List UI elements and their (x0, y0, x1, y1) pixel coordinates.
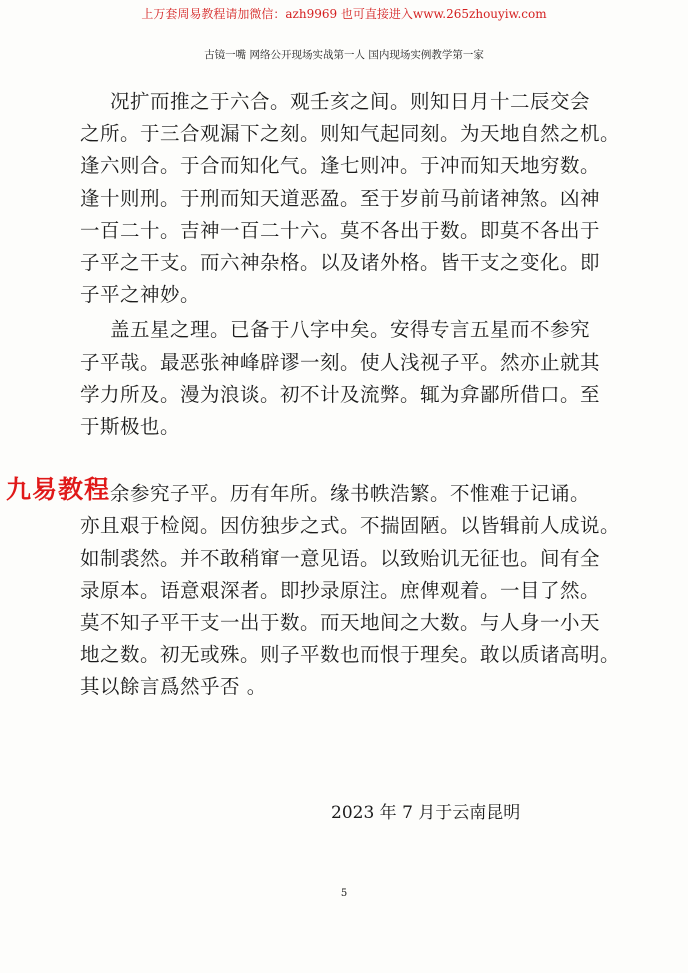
text-line: 地之数。初无或殊。则子平数也而恨于理矣。敢以质诸高明。 (80, 643, 621, 667)
text-line: 余参究子平。历有年所。缘书帙浩繁。不惟难于记诵。 (110, 482, 591, 506)
text-line: 录原本。语意艰深者。即抄录原注。庶俾观着。一目了然。 (80, 578, 601, 602)
text-line: 子平之干支。而六神杂格。以及诸外格。皆干支之变化。即 (80, 250, 601, 274)
text-line: 学力所及。漫为浪谈。初不计及流弊。辄为弇鄙所借口。至 (80, 382, 601, 406)
page-subtitle: 古镜一嘴 网络公开现场实战第一人 国内现场实例教学第一家 (204, 49, 484, 61)
text-line: 之所。于三合观漏下之刻。则知气起同刻。为天地自然之机。 (80, 122, 621, 146)
text-line: 一百二十。吉神一百二十六。莫不各出于数。即莫不各出于 (80, 218, 601, 242)
text-line (80, 443, 590, 475)
text-line: 子平哉。最恶张神峰辟谬一刻。使人浅视子平。然亦止就其 (80, 350, 601, 374)
page-number: 5 (340, 888, 348, 899)
paragraph-2 (80, 314, 601, 475)
paragraph-3 (80, 478, 621, 703)
text-line: 况扩而推之于六合。观壬亥之间。则知日月十二辰交会 (110, 90, 591, 113)
text-line: 莫不知子平干支一出于数。而天地间之大数。与人身一小天 (80, 611, 601, 634)
text-line: 盖五星之理。已备于八字中矣。安得专言五星而不参究 (110, 318, 591, 342)
text-line: 亦且艰于检阅。因仿独步之式。不揣固陋。以皆辑前人成说。 (80, 514, 621, 538)
text-line: 于斯极也。 (80, 414, 181, 438)
text-line: 如制裘然。并不敢稍窜一意见语。以致贻讥无征也。间有全 (80, 546, 601, 570)
text-line: 子平之神妙。 (80, 283, 201, 307)
paragraph-1 (80, 86, 621, 311)
watermark-logo: 九易教程 (6, 475, 111, 504)
promo-banner: 上万套周易教程请加微信：azh9969 也可直接进入www.265zhouyiw.com (141, 7, 547, 21)
text-line: 逢十则刑。于刑而知天道恶盈。至于岁前马前诸神煞。凶神 (80, 186, 601, 210)
text-line: 其以餘言爲然乎否 。 (80, 675, 267, 699)
text-line: 逢六则合。于合而知化气。逢七则冲。于冲而知天地穷数。 (80, 154, 601, 178)
body-text (80, 86, 621, 704)
dateline: 2023 年 7 月于云南昆明 (331, 803, 521, 823)
